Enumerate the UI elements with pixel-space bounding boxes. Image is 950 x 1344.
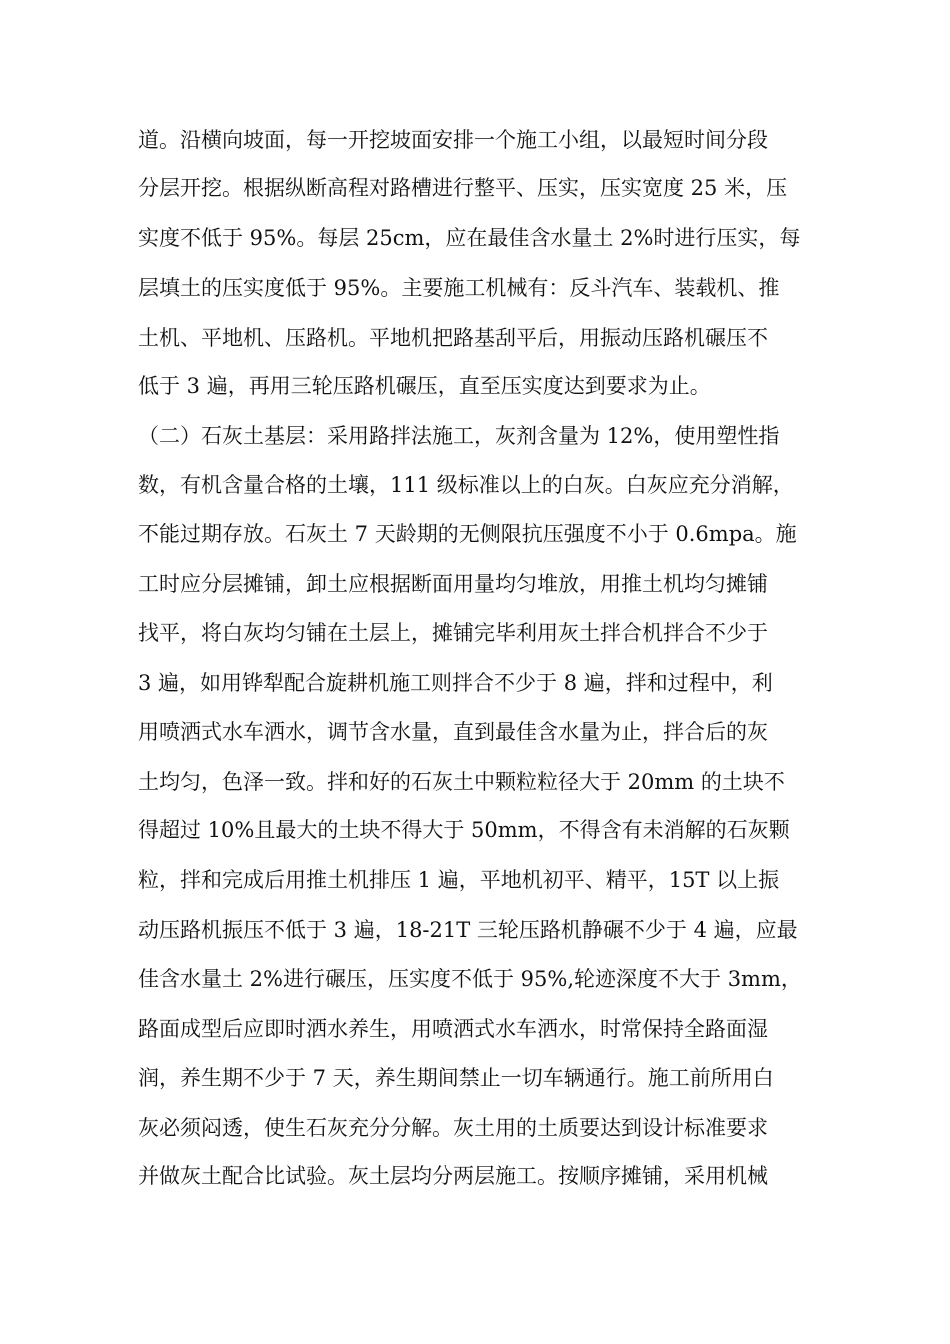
text-line: 动压路机振压不低于 3 遍，18-21T 三轮压路机静碾不少于 4 遍，应最 (138, 918, 798, 942)
text-line: 数，有机含量合格的土壤，111 级标准以上的白灰。白灰应充分消解， (138, 473, 794, 497)
text-line: 工时应分层摊铺，卸土应根据断面用量均匀堆放，用推土机均匀摊铺 (138, 572, 768, 596)
text-line: 3 遍，如用铧犁配合旋耕机施工则拌合不少于 8 遍，拌和过程中，利 (138, 671, 773, 695)
text-line: 土均匀，色泽一致。拌和好的石灰土中颗粒粒径大于 20mm 的土块不 (138, 770, 785, 794)
text-line: 路面成型后应即时洒水养生，用喷洒式水车洒水，时常保持全路面湿 (138, 1017, 768, 1041)
text-line: 找平，将白灰均匀铺在土层上，摊铺完毕利用灰土拌合机拌合不少于 (138, 621, 768, 645)
text-line: 润，养生期不少于 7 天，养生期间禁止一切车辆通行。施工前所用白 (138, 1066, 774, 1090)
text-line: 道。沿横向坡面，每一开挖坡面安排一个施工小组，以最短时间分段 (138, 128, 768, 152)
text-line: 实度不低于 95%。每层 25cm，应在最佳含水量土 2%时进行压实，每 (138, 226, 801, 250)
text-line: 佳含水量土 2%进行碾压，压实度不低于 95%,轮迹深度不大于 3mm， (138, 967, 802, 991)
text-line: 灰必须闷透，使生石灰充分分解。灰土用的土质要达到设计标准要求 (138, 1116, 768, 1140)
text-line: 土机、平地机、压路机。平地机把路基刮平后，用振动压路机碾压不 (138, 326, 768, 350)
text-line: 不能过期存放。石灰土 7 天龄期的无侧限抗压强度不小于 0.6mpa。施 (138, 522, 797, 546)
text-line: 得超过 10%且最大的土块不得大于 50mm，不得含有未消解的石灰颗 (138, 818, 790, 842)
text-line: 用喷洒式水车洒水，调节含水量，直到最佳含水量为止，拌合后的灰 (138, 720, 768, 744)
section-heading-line: （二）石灰土基层：采用路拌法施工，灰剂含量为 12%，使用塑性指 (138, 424, 780, 448)
text-line: 分层开挖。根据纵断高程对路槽进行整平、压实，压实宽度 25 米，压 (138, 176, 788, 200)
text-line: 粒，拌和完成后用推土机排压 1 遍，平地机初平、精平，15T 以上振 (138, 868, 780, 892)
text-line: 层填土的压实度低于 95%。主要施工机械有：反斗汽车、装载机、推 (138, 276, 780, 300)
text-line: 低于 3 遍，再用三轮压路机碾压，直至压实度达到要求为止。 (138, 374, 711, 398)
text-line: 并做灰土配合比试验。灰土层均分两层施工。按顺序摊铺，采用机械 (138, 1164, 768, 1188)
